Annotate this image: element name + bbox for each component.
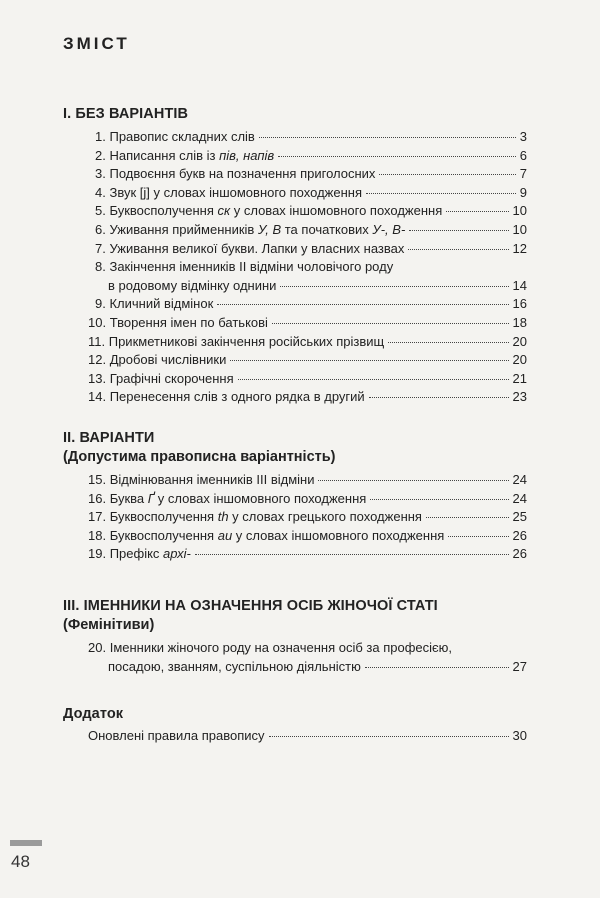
toc-entry-page: 10 [512,222,527,237]
toc-entry-title-part: Дробові числівники [109,352,227,368]
dot-leader [388,342,508,343]
toc-entry-page: 9 [519,184,527,200]
toc-entry-page: 3 [519,129,527,144]
toc-entry-number: 9. [95,296,106,312]
dot-leader [409,230,508,231]
toc-entry-title-part: У-, В- [372,222,406,237]
toc-entry-number: 7. [95,240,106,256]
toc-entry-page: 24 [512,472,527,487]
dot-leader [366,193,516,194]
toc-entry-title-part: ск [217,203,231,219]
toc-entry-number: 4. [95,184,106,200]
toc-entry-title-part: Звук [j] у словах іншомовного походження [109,184,362,200]
toc-entry-title [95,295,213,313]
toc-entry-page: 25 [512,509,527,525]
toc-entry-title [95,184,362,202]
toc-entry-number: 18. [88,527,107,543]
toc-entry-number: 16. [88,490,107,506]
toc-entry-title [88,545,191,563]
dot-leader [370,499,508,500]
toc-entry-title [88,388,365,406]
toc-entry-title-part: Закінчення іменників ІІ відміни чоловічого роду [109,259,394,275]
toc-entry-title [95,258,393,276]
toc-entry-number: 1. [95,129,106,144]
toc-entry-title [95,221,405,239]
toc-entry-title-part: Буквосполучення [109,527,218,543]
section-title: ІІІ. ІМЕННИКИ НА ОЗНАЧЕННЯ ОСІБ ЖІНОЧОЇ СТАТІ [63,598,438,614]
toc-entry-title-part: Творення імен по батькові [109,315,268,330]
toc-entry-number: 15. [88,472,107,487]
dot-leader [238,379,509,380]
toc-entry-page: 6 [519,147,527,163]
toc-entry-title-part: Оновлені правила правопису [88,728,265,743]
toc-entry-page: 26 [512,527,527,543]
toc-entry-title-part: Буква [109,490,148,506]
toc-entry-title [88,471,314,489]
toc-entry-title [88,333,384,351]
toc-entry-page: 16 [512,296,527,312]
toc-entry-title-part: архі- [163,546,191,562]
dot-leader [318,480,508,481]
dot-leader [278,156,516,157]
toc-entry-number: 8. [95,259,106,275]
toc-entry-title [88,639,452,657]
toc-entry-page: 10 [512,203,527,219]
dot-leader [408,249,508,250]
dot-leader [446,211,508,212]
dot-leader [448,536,508,537]
toc-entry-title-part: Написання слів із [109,147,220,163]
toc-entry-number: 5. [95,203,106,219]
toc-entry-title-part: Графічні скорочення [109,370,234,386]
toc-entry-title-part: Іменники жіночого роду на означення осіб за професією, [109,640,453,655]
toc-entry-title-part: Уживання прийменників [109,222,258,237]
toc-entry-title [95,165,375,183]
dot-leader [217,304,508,305]
page-number: 48 [11,852,30,871]
section-title: ІІ. ВАРІАНТИ [63,430,155,446]
toc-entry-number: 14. [88,389,107,405]
toc-entry-page: 18 [512,315,527,330]
toc-entry-title [95,128,255,146]
section-title: Додаток [63,706,124,722]
toc-entry-title [88,727,265,745]
toc-entry-page: 20 [512,352,527,368]
dot-leader [272,323,509,324]
toc-entry-title-part: та початкових [281,222,373,237]
toc-entry-title-part: у словах іншомовного походження [232,527,445,543]
toc-entry-number: 6. [95,222,106,237]
toc-entry-number: 17. [88,509,107,525]
toc-entry-number: 11. [88,333,106,349]
section-subtitle: (Допустима правописна варіантність) [63,449,336,465]
toc-entry-title-part: Ґ [147,490,155,506]
toc-entry-number: 19. [88,546,107,562]
section-title: І. БЕЗ ВАРІАНТІВ [63,106,189,122]
toc-entry-title-part: Буквосполучення [109,509,218,525]
toc-entry-title-part: пів, напів [219,147,275,163]
dot-leader [259,137,516,138]
toc-entry-page: 30 [512,728,527,743]
toc-entry-title-part: Відмінювання іменників ІІІ відміни [109,472,315,487]
toc-entry-page: 14 [512,277,527,293]
toc-entry-title-part: у словах іншомовного походження [154,490,367,506]
dot-leader [195,554,509,555]
toc-entry-title-part: Уживання великої букви. Лапки у власних назвах [109,240,405,256]
toc-entry-title [95,147,274,165]
toc-entry-title-part: Перенесення слів з одного рядка в другий [109,389,365,405]
toc-entry-title-part: у словах іншомовного походження [230,203,443,219]
toc-entry-title [95,202,442,220]
toc-entry-title-part: au [217,527,233,543]
toc-entry-title [88,527,444,545]
toc-entry-number: 10. [88,315,107,330]
toc-entry-title [88,351,226,369]
toc-entry-title [88,370,234,388]
toc-entry-page: 20 [512,333,527,349]
dot-leader [369,397,509,398]
toc-entry-title [88,314,268,332]
toc-entry-page: 24 [512,490,527,506]
toc-entry-number: 13. [88,370,107,386]
dot-leader [269,736,509,737]
toc-entry-page: 7 [519,166,527,182]
page-marker-bar [10,840,42,846]
toc-entry-title-part: У, В [257,222,282,237]
toc-entry-title-part: Префікс [109,546,164,562]
toc-entry-title-continued: посадою, званням, суспільною діяльністю [108,658,361,674]
toc-entry-page: 27 [512,658,527,674]
toc-entry-title-part: Подвоєння букв на позначення приголосних [109,166,376,182]
page-title: ЗМІСТ [63,34,130,53]
toc-entry-title-part: у словах грецького походження [228,509,422,525]
toc-entry-page: 23 [512,389,527,405]
toc-entry-number: 3. [95,166,106,182]
toc-entry-title-part: Правопис складних слів [109,129,255,144]
toc-entry-title-continued: в родовому відмінку однини [108,277,277,293]
toc-entry-title-part: th [217,509,229,525]
toc-entry-number: 2. [95,147,106,163]
toc-entry-number: 20. [88,640,107,655]
toc-entry-number: 12. [88,352,107,368]
toc-entry-title [95,240,404,258]
toc-entry-title [88,490,366,508]
dot-leader [230,360,508,361]
toc-entry-title-part: Кличний відмінок [109,296,214,312]
toc-entry-title-part: Буквосполучення [109,203,218,219]
toc-entry-page: 26 [512,546,527,562]
section-subtitle: (Фемінітиви) [63,617,155,633]
dot-leader [379,174,515,175]
toc-entry-page: 12 [512,240,527,256]
toc-entry-title-part: Прикметникові закінчення російських прізвищ [108,333,385,349]
dot-leader [426,517,509,518]
dot-leader [280,286,508,287]
toc-entry-title [88,508,422,526]
toc-entry-page: 21 [512,370,527,386]
dot-leader [365,667,509,668]
